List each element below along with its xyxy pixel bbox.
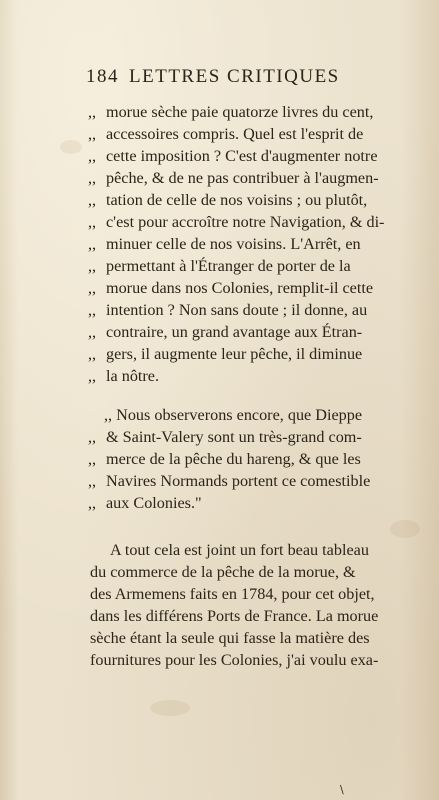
quote-mark: ,, xyxy=(88,279,97,297)
quote-mark: ,, xyxy=(88,257,97,275)
quote-mark: ,, xyxy=(88,235,97,253)
text-line xyxy=(90,649,378,671)
line-text: contraire, un grand avantage aux Étran- xyxy=(106,323,363,341)
text-line xyxy=(88,343,362,365)
text-line xyxy=(88,189,367,211)
text-line xyxy=(88,123,363,145)
quote-mark: ,, xyxy=(88,125,97,143)
text-line xyxy=(88,101,373,123)
running-title: LETTRES CRITIQUES xyxy=(129,66,340,87)
line-text: permettant à l'Étranger de porter de la xyxy=(106,257,351,275)
text-line xyxy=(90,561,356,583)
quote-mark: ,, xyxy=(88,367,97,385)
text-line xyxy=(90,605,378,627)
text-line xyxy=(88,492,202,514)
quote-mark: ,, xyxy=(88,494,97,512)
line-text: fournitures pour les Colonies, j'ai voulu exa- xyxy=(90,651,379,669)
quote-mark: ,, xyxy=(88,191,97,209)
line-text: sèche étant la seule qui fasse la matière des xyxy=(90,629,370,647)
line-text: des Armemens faits en 1784, pour cet objet, xyxy=(90,585,375,603)
line-text: & Saint-Valery sont un très-grand com- xyxy=(106,428,362,446)
line-text: A tout cela est joint un fort beau tableau xyxy=(110,541,369,559)
quote-mark: ,, xyxy=(88,345,97,363)
line-text: pêche, & de ne pas contribuer à l'augmen- xyxy=(106,169,379,187)
line-text: ,, Nous observerons encore, que Dieppe xyxy=(104,406,363,424)
line-text: du commerce de la pêche de la morue, & xyxy=(90,563,356,581)
line-text: morue sèche paie quatorze livres du cent, xyxy=(106,103,374,121)
quote-mark: ,, xyxy=(88,428,97,446)
running-header xyxy=(86,66,416,88)
page-number: 184 xyxy=(86,66,119,87)
text-line xyxy=(88,365,159,387)
line-text: aux Colonies." xyxy=(106,494,202,512)
paper-stain xyxy=(150,700,190,716)
text-line xyxy=(88,321,362,343)
quote-mark: ,, xyxy=(88,301,97,319)
text-line xyxy=(90,583,375,605)
line-text: merce de la pêche du hareng, & que les xyxy=(106,450,361,468)
text-line xyxy=(88,299,367,321)
text-line xyxy=(104,404,362,426)
text-line xyxy=(110,539,369,561)
quote-mark: ,, xyxy=(88,147,97,165)
line-text: morue dans nos Colonies, remplit-il cette xyxy=(106,279,374,297)
line-text: la nôtre. xyxy=(106,367,160,385)
quote-mark: ,, xyxy=(88,103,97,121)
line-text: dans les différens Ports de France. La morue xyxy=(90,607,379,625)
line-text: c'est pour accroître notre Navigation, & di- xyxy=(106,213,385,231)
line-text: Navires Normands portent ce comestible xyxy=(106,472,371,490)
line-text: accessoires compris. Quel est l'esprit de xyxy=(106,125,364,143)
quote-mark: ,, xyxy=(88,213,97,231)
text-line xyxy=(88,255,351,277)
quote-mark: ,, xyxy=(88,169,97,187)
line-text: minuer celle de nos voisins. L'Arrêt, en xyxy=(106,235,361,253)
text-line xyxy=(88,211,384,233)
text-line xyxy=(88,448,361,470)
text-line xyxy=(88,145,378,167)
line-text: tation de celle de nos voisins ; ou plutôt, xyxy=(106,191,368,209)
paper-stain xyxy=(60,140,82,154)
quote-mark: ,, xyxy=(88,450,97,468)
quote-mark: ,, xyxy=(88,323,97,341)
text-line xyxy=(88,470,370,492)
line-text: cette imposition ? C'est d'augmenter notre xyxy=(106,147,378,165)
quote-mark: ,, xyxy=(88,472,97,490)
line-text: intention ? Non sans doute ; il donne, au xyxy=(106,301,368,319)
text-line xyxy=(88,233,361,255)
text-line xyxy=(88,277,373,299)
text-line xyxy=(90,627,370,649)
line-text: gers, il augmente leur pêche, il diminue xyxy=(106,345,363,363)
text-line xyxy=(88,426,362,448)
text-line xyxy=(88,167,379,189)
paper-stain xyxy=(390,520,420,538)
signature-mark: \ xyxy=(340,783,344,796)
